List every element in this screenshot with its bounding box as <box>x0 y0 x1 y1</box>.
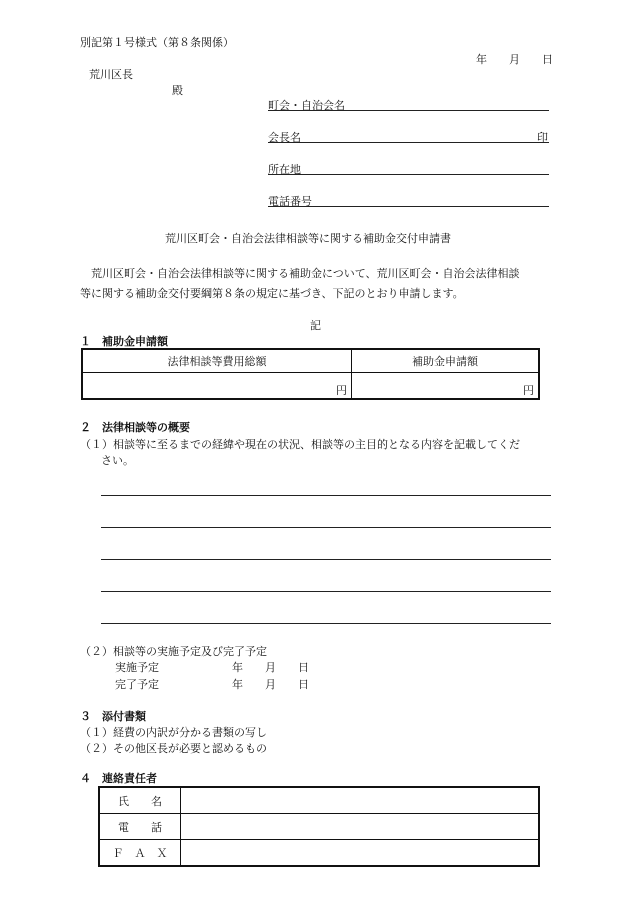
end-schedule-label: 完了予定 <box>115 678 159 691</box>
org-name-label: 町会・自治会名 <box>268 99 345 112</box>
phone-label: 電話番号 <box>268 195 312 208</box>
name-label: 氏 名 <box>99 787 181 814</box>
yen-unit: 円 <box>523 384 534 397</box>
subsidy-request-header: 補助金申請額 <box>351 349 539 373</box>
body-text-line1: 荒川区町会・自治会法律相談等に関する補助金について、荒川区町会・自治会法律相談 <box>91 267 520 280</box>
section1-heading: １ 補助金申請額 <box>80 335 168 348</box>
telephone-field[interactable] <box>181 814 540 840</box>
name-field[interactable] <box>181 787 540 814</box>
total-cost-cell[interactable] <box>82 373 351 400</box>
writing-line[interactable] <box>101 591 551 592</box>
chair-name-label: 会長名 <box>268 131 301 144</box>
seal-label: 印 <box>537 131 548 144</box>
telephone-label: 電 話 <box>99 814 181 840</box>
writing-line[interactable] <box>101 495 551 496</box>
start-schedule-date[interactable]: 年 月 日 <box>232 661 309 674</box>
fax-field[interactable] <box>181 840 540 867</box>
honorific: 殿 <box>172 84 183 97</box>
writing-line[interactable] <box>101 623 551 624</box>
section2-heading: ２ 法律相談等の概要 <box>80 421 190 434</box>
start-schedule-label: 実施予定 <box>115 661 159 674</box>
body-text-line2: 等に関する補助金交付要綱第８条の規定に基づき、下記のとおり申請します。 <box>80 287 464 300</box>
yen-unit: 円 <box>335 384 347 397</box>
document-title: 荒川区町会・自治会法律相談等に関する補助金交付申請書 <box>165 232 451 245</box>
total-cost-header: 法律相談等費用総額 <box>82 349 351 373</box>
address-field[interactable] <box>268 174 549 175</box>
ki-marker: 記 <box>310 319 321 332</box>
item1-text-line1: （１）相談等に至るまでの経緯や現在の状況、相談等の主目的となる内容を記載してくだ <box>80 438 520 451</box>
date-placeholder: 年 月 日 <box>476 53 553 66</box>
contact-table <box>98 786 540 867</box>
fax-label: Ｆ Ａ Ｘ <box>99 840 181 867</box>
section3-heading: ３ 添付書類 <box>80 710 146 723</box>
item1-text-line2: さい。 <box>101 454 134 467</box>
org-name-field[interactable] <box>268 110 549 111</box>
writing-line[interactable] <box>101 559 551 560</box>
chair-name-field[interactable] <box>268 142 549 143</box>
section4-heading: ４ 連絡責任者 <box>80 772 157 785</box>
subsidy-request-cell[interactable] <box>351 373 539 400</box>
item2-text: （２）相談等の実施予定及び完了予定 <box>80 645 267 658</box>
form-number: 別記第１号様式（第８条関係） <box>80 36 234 49</box>
end-schedule-date[interactable]: 年 月 日 <box>232 678 309 691</box>
writing-line[interactable] <box>101 527 551 528</box>
attachment-item: （２）その他区長が必要と認めるもの <box>80 742 267 755</box>
subsidy-amount-table <box>81 348 540 400</box>
addressee: 荒川区長 <box>89 68 133 81</box>
address-label: 所在地 <box>268 163 301 176</box>
phone-field[interactable] <box>268 206 549 207</box>
attachment-item: （１）経費の内訳が分かる書類の写し <box>80 726 267 739</box>
